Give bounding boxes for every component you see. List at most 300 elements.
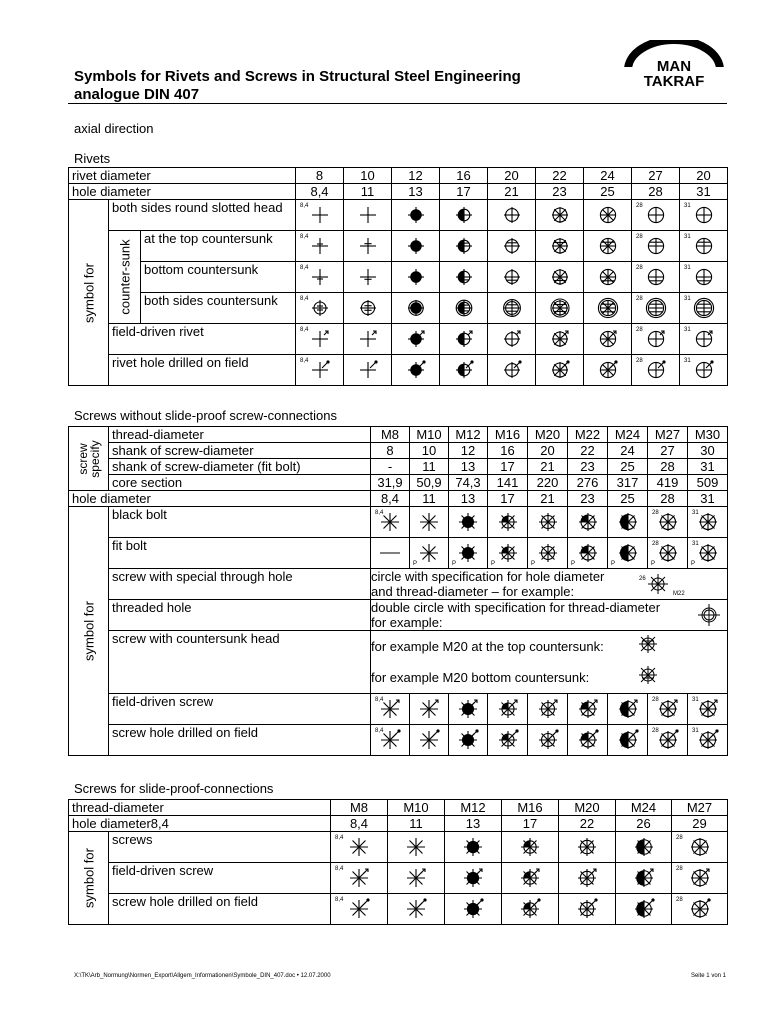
rivet-symbol-cell	[296, 293, 344, 324]
rivet-symbol-cell	[440, 262, 488, 293]
special-hole-label: screw with special through hole	[109, 569, 371, 600]
rivet-symbol-cell	[392, 200, 440, 231]
slide-symbol-cell	[502, 832, 559, 863]
symbol-icon	[354, 201, 382, 229]
rivet-symbol-cell	[296, 324, 344, 355]
threaded-hole-text-2: for example:	[371, 615, 443, 630]
small-size-label: 31	[692, 728, 699, 734]
slide-symbol-cell	[616, 894, 672, 925]
rivet-hole-cell: 11	[344, 184, 392, 200]
symbol-icon	[354, 232, 382, 260]
rivet-hole-cell: 23	[536, 184, 584, 200]
symbol-icon	[498, 232, 526, 260]
screw-symbol-cell	[410, 725, 449, 756]
rivets-diameter-row	[69, 168, 728, 184]
rivet-symbol-cell	[488, 293, 536, 324]
symbol-icon	[642, 201, 670, 229]
slide-thread-label: thread-diameter	[69, 800, 331, 816]
small-size-label: 31	[684, 203, 691, 209]
spec-cell: 28	[648, 459, 688, 475]
rivet-symbol-cell	[296, 200, 344, 231]
dash-icon	[376, 539, 404, 567]
symbol-icon	[690, 201, 718, 229]
slide-hole-cell: 22	[559, 816, 616, 832]
rivet-hole-cell: 25	[584, 184, 632, 200]
spec-cell: 30	[688, 443, 728, 459]
rivet-symbol-cell	[536, 324, 584, 355]
symbol-icon	[686, 895, 714, 923]
spec-cell: M24	[608, 427, 648, 443]
symbol-icon	[690, 232, 718, 260]
slide-proof-heading: Screws for slide-proof-connections	[74, 781, 274, 796]
screws-symbol-for-label: symbol for	[81, 601, 96, 661]
spec-cell: M30	[688, 427, 728, 443]
rivet-symbol-cell	[536, 262, 584, 293]
symbol-icon	[534, 508, 562, 536]
fit-mark: P	[571, 561, 576, 567]
spec-cell: 8	[371, 443, 410, 459]
rivet-symbol-cell	[680, 231, 728, 262]
screw-row	[69, 725, 728, 756]
footer-path: X:\TK\Arb_Normung\Normen_Export\Allgem_Informationen\Symbole_DIN_407.doc • 12.07.2000	[74, 973, 331, 979]
slide-hole-cell: 13	[445, 816, 502, 832]
slide-symbol-cell	[331, 894, 388, 925]
small-size-label: 8,4	[300, 203, 309, 209]
small-size-label: 8,4	[375, 697, 384, 703]
slide-row-label: screw hole drilled on field	[109, 894, 331, 925]
symbol-icon	[402, 895, 430, 923]
rivet-symbol-cell	[536, 200, 584, 231]
rivet-diameter-cell: 12	[392, 168, 440, 184]
fit-mark: P	[691, 561, 696, 567]
symbol-icon	[516, 833, 544, 861]
screw-hole-drilled-label: screw hole drilled on field	[109, 725, 371, 756]
screw-spec-row	[69, 443, 728, 459]
rivet-symbol-cell	[344, 293, 392, 324]
rivet-diameter-cell: 8	[296, 168, 344, 184]
rivet-symbol-cell	[680, 324, 728, 355]
symbol-icon	[534, 726, 562, 754]
screw-symbol-cell	[528, 725, 568, 756]
countersunk-screw-row	[69, 631, 728, 694]
rivet-symbol-cell	[488, 262, 536, 293]
screw-symbol-cell	[688, 538, 728, 569]
symbol-icon	[642, 232, 670, 260]
spec-label: thread-diameter	[109, 427, 371, 443]
slide-row-label: screws	[109, 832, 331, 863]
symbol-icon	[450, 232, 478, 260]
symbol-icon	[306, 325, 334, 353]
header-rule	[68, 103, 727, 104]
screw-hole-cell: 21	[528, 491, 568, 507]
rivet-symbol-cell	[488, 200, 536, 231]
small-size-label: 31	[692, 541, 699, 547]
symbol-icon	[450, 356, 478, 384]
screw-symbol-cell	[648, 725, 688, 756]
symbol-icon	[402, 833, 430, 861]
slide-proof-table	[68, 799, 728, 925]
small-size-label: 28	[636, 234, 643, 240]
symbol-icon	[686, 833, 714, 861]
screw-symbol-cell	[528, 538, 568, 569]
slide-symbol-cell	[388, 894, 445, 925]
screw-symbol-cell	[608, 507, 648, 538]
rivet-symbol-cell	[632, 293, 680, 324]
symbol-icon	[573, 864, 601, 892]
rivet-diameter-label: rivet diameter	[69, 168, 296, 184]
screw-symbol-cell	[371, 694, 410, 725]
rivet-symbol-cell	[440, 324, 488, 355]
small-size-label: 31	[684, 296, 691, 302]
symbol-icon	[454, 539, 482, 567]
fit-mark: P	[531, 561, 536, 567]
slide-thread-cell: M20	[559, 800, 616, 816]
small-size-label: 31	[692, 510, 699, 516]
symbol-icon	[574, 726, 602, 754]
rivet-symbol-cell	[440, 200, 488, 231]
special-example-hole-label: 26	[639, 576, 646, 582]
screw-hole-cell: 13	[449, 491, 488, 507]
spec-cell: 141	[488, 475, 528, 491]
title-line-1: Symbols for Rivets and Screws in Structural Steel Engineering	[74, 68, 521, 85]
logo-text-top: MAN	[656, 58, 692, 75]
rivet-symbol-cell	[344, 355, 392, 386]
small-size-label: 8,4	[300, 265, 309, 271]
rivet-diameter-cell: 16	[440, 168, 488, 184]
man-takraf-logo	[622, 40, 726, 92]
symbol-icon	[546, 232, 574, 260]
small-size-label: 8,4	[375, 728, 384, 734]
black-bolt-label: black bolt	[109, 507, 371, 538]
screw-specify-label: screw specify	[75, 439, 102, 478]
symbol-icon	[630, 864, 658, 892]
rivet-hole-cell: 28	[632, 184, 680, 200]
slide-hole-cell: 8,4	[331, 816, 388, 832]
small-size-label: 28	[636, 358, 643, 364]
screw-row	[69, 538, 728, 569]
symbol-icon	[516, 864, 544, 892]
symbol-icon	[345, 833, 373, 861]
slide-row-label: field-driven screw	[109, 863, 331, 894]
symbol-icon	[454, 726, 482, 754]
symbol-icon	[614, 539, 642, 567]
symbol-icon	[494, 508, 522, 536]
symbol-icon	[450, 294, 478, 322]
small-size-label: 31	[684, 358, 691, 364]
small-size-label: 31	[684, 327, 691, 333]
symbol-icon	[354, 263, 382, 291]
screw-hole-cell: 23	[568, 491, 608, 507]
rivet-symbol-cell	[344, 231, 392, 262]
screw-symbol-cell	[488, 507, 528, 538]
spec-cell: M16	[488, 427, 528, 443]
screw-symbol-cell	[688, 725, 728, 756]
small-size-label: 31	[692, 697, 699, 703]
spec-cell: 13	[449, 459, 488, 475]
screws-symbol-for-cell	[69, 507, 109, 756]
slide-symbol-cell	[445, 832, 502, 863]
symbol-icon	[498, 325, 526, 353]
symbol-icon	[459, 895, 487, 923]
screw-symbol-cell	[410, 507, 449, 538]
slide-thread-cell: M10	[388, 800, 445, 816]
symbol-icon	[306, 232, 334, 260]
fit-mark: P	[491, 561, 496, 567]
rivet-symbol-cell	[344, 200, 392, 231]
symbol-icon	[642, 294, 670, 322]
symbol-icon	[354, 325, 382, 353]
countersunk-screw-explanation	[371, 631, 728, 694]
symbol-icon	[498, 356, 526, 384]
screw-symbol-cell	[568, 725, 608, 756]
spec-cell: 11	[410, 459, 449, 475]
fit-mark: P	[651, 561, 656, 567]
rivet-symbol-cell	[584, 324, 632, 355]
screw-symbol-cell	[449, 507, 488, 538]
slide-row	[69, 894, 728, 925]
rivet-symbol-cell	[440, 231, 488, 262]
slide-symbol-cell	[559, 863, 616, 894]
slide-thread-cell: M8	[331, 800, 388, 816]
symbol-icon	[402, 232, 430, 260]
slide-thread-cell: M12	[445, 800, 502, 816]
rivets-symbol-for-label: symbol for	[81, 262, 96, 323]
spec-cell: 317	[608, 475, 648, 491]
threaded-hole-text-1: double circle with specification for thread-diameter	[371, 600, 661, 615]
screw-symbol-cell	[488, 694, 528, 725]
rivet-symbol-cell	[536, 355, 584, 386]
slide-hole-cell: 11	[388, 816, 445, 832]
fit-bolt-label: fit bolt	[109, 538, 371, 569]
small-size-label: 28	[636, 265, 643, 271]
rivet-symbol-cell	[632, 262, 680, 293]
rivet-symbol-cell	[632, 231, 680, 262]
rivets-hole-row	[69, 184, 728, 200]
symbol-icon	[450, 263, 478, 291]
countersunk-screw-label: screw with countersunk head	[109, 631, 371, 694]
spec-cell: 27	[648, 443, 688, 459]
spec-cell: 74,3	[449, 475, 488, 491]
small-size-label: 28	[676, 835, 683, 841]
symbol-icon	[594, 263, 622, 291]
rivet-row	[69, 324, 728, 355]
rivet-row-label: at the top countersunk	[141, 231, 296, 262]
small-size-label: 8,4	[300, 234, 309, 240]
small-size-label: 28	[652, 510, 659, 516]
slide-hole-label: hole diameter8,4	[69, 816, 331, 832]
slide-symbol-cell	[502, 863, 559, 894]
symbol-icon	[594, 356, 622, 384]
symbol-icon	[614, 508, 642, 536]
rivet-diameter-cell: 24	[584, 168, 632, 184]
spec-cell: M27	[648, 427, 688, 443]
spec-cell: 12	[449, 443, 488, 459]
slide-thread-cell: M24	[616, 800, 672, 816]
screw-symbol-cell	[449, 538, 488, 569]
slide-symbol-cell	[559, 894, 616, 925]
rivet-symbol-cell	[344, 262, 392, 293]
slide-symbol-cell	[388, 832, 445, 863]
slide-hole-row	[69, 816, 728, 832]
symbol-icon	[546, 325, 574, 353]
rivet-symbol-cell	[392, 262, 440, 293]
rivet-symbol-cell	[632, 355, 680, 386]
threaded-hole-row	[69, 600, 728, 631]
small-size-label: 28	[636, 296, 643, 302]
special-hole-text-2: and thread-diameter – for example:	[371, 584, 575, 599]
screw-symbol-cell	[371, 725, 410, 756]
small-size-label: 8,4	[300, 296, 309, 302]
symbol-icon	[690, 263, 718, 291]
symbol-icon	[415, 539, 443, 567]
symbol-icon	[534, 695, 562, 723]
fit-mark: P	[413, 561, 418, 567]
screw-hole-row	[69, 491, 728, 507]
symbol-icon	[494, 539, 522, 567]
slide-symbol-for-cell	[69, 832, 109, 925]
symbol-icon	[450, 201, 478, 229]
spec-cell: -	[371, 459, 410, 475]
axial-direction-label: axial direction	[74, 121, 154, 136]
slide-symbol-cell	[616, 863, 672, 894]
symbol-icon	[306, 356, 334, 384]
symbol-icon	[642, 356, 670, 384]
small-size-label: 28	[652, 728, 659, 734]
screw-symbol-cell	[568, 538, 608, 569]
spec-cell: 509	[688, 475, 728, 491]
rivet-hole-cell: 21	[488, 184, 536, 200]
spec-cell: 31,9	[371, 475, 410, 491]
symbol-icon	[498, 201, 526, 229]
screw-symbol-cell	[648, 694, 688, 725]
rivet-row-label: rivet hole drilled on field	[109, 355, 296, 386]
symbol-icon	[594, 294, 622, 322]
screw-symbol-cell	[648, 507, 688, 538]
rivet-symbol-cell	[584, 200, 632, 231]
small-size-label: 31	[684, 234, 691, 240]
rivet-symbol-cell	[680, 262, 728, 293]
symbol-icon	[459, 833, 487, 861]
small-size-label: 28	[652, 541, 659, 547]
rivet-symbol-cell	[392, 355, 440, 386]
symbol-icon	[354, 356, 382, 384]
small-size-label: 28	[676, 897, 683, 903]
small-size-label: 8,4	[335, 866, 344, 872]
symbol-icon	[574, 695, 602, 723]
spec-cell: M22	[568, 427, 608, 443]
rivet-symbol-cell	[680, 200, 728, 231]
rivet-diameter-cell: 10	[344, 168, 392, 184]
screw-symbol-cell	[568, 507, 608, 538]
rivet-row	[69, 355, 728, 386]
symbol-icon	[459, 864, 487, 892]
spec-cell: M8	[371, 427, 410, 443]
slide-thread-row	[69, 800, 728, 816]
spec-label: shank of screw-diameter	[109, 443, 371, 459]
spec-cell: 10	[410, 443, 449, 459]
rivet-symbol-cell	[296, 231, 344, 262]
symbol-icon	[630, 833, 658, 861]
rivet-symbol-cell	[440, 293, 488, 324]
rivet-hole-cell: 31	[680, 184, 728, 200]
symbol-icon	[614, 726, 642, 754]
screw-row	[69, 507, 728, 538]
screws-table	[68, 426, 728, 756]
symbol-icon	[546, 201, 574, 229]
symbol-icon	[306, 263, 334, 291]
small-size-label: 8,4	[335, 835, 344, 841]
countersunk-bottom-example-icon	[637, 664, 659, 686]
slide-symbol-cell	[445, 863, 502, 894]
symbol-icon	[402, 294, 430, 322]
screw-spec-row	[69, 459, 728, 475]
rivet-symbol-cell	[680, 293, 728, 324]
screw-row	[69, 694, 728, 725]
slide-symbol-cell	[388, 863, 445, 894]
rivets-table	[68, 167, 728, 386]
symbol-icon	[574, 539, 602, 567]
screw-symbol-cell	[410, 538, 449, 569]
symbol-icon	[454, 508, 482, 536]
title-line-2: analogue DIN 407	[74, 86, 200, 103]
small-size-label: 8,4	[300, 327, 309, 333]
symbol-icon	[498, 294, 526, 322]
symbol-icon	[494, 726, 522, 754]
symbol-icon	[494, 695, 522, 723]
screw-symbol-cell	[608, 725, 648, 756]
symbol-icon	[402, 201, 430, 229]
rivet-symbol-cell	[632, 200, 680, 231]
symbol-icon	[573, 895, 601, 923]
rivet-symbol-cell	[536, 293, 584, 324]
slide-symbol-cell	[331, 863, 388, 894]
rivet-symbol-cell	[584, 355, 632, 386]
small-size-label: 8,4	[335, 897, 344, 903]
symbol-icon	[516, 895, 544, 923]
symbol-icon	[454, 695, 482, 723]
symbol-icon	[402, 263, 430, 291]
symbol-icon	[415, 508, 443, 536]
symbol-icon	[614, 695, 642, 723]
rivet-symbol-cell	[392, 231, 440, 262]
symbol-icon	[630, 895, 658, 923]
screw-symbol-cell	[528, 694, 568, 725]
slide-symbol-cell	[672, 832, 728, 863]
slide-symbol-cell	[559, 832, 616, 863]
symbol-icon	[546, 263, 574, 291]
spec-cell: 16	[488, 443, 528, 459]
slide-symbol-cell	[331, 832, 388, 863]
rivet-symbol-cell	[488, 231, 536, 262]
screw-symbol-cell	[608, 538, 648, 569]
counter-sunk-cell	[109, 231, 141, 324]
rivet-symbol-cell	[488, 355, 536, 386]
rivet-hole-cell: 13	[392, 184, 440, 200]
symbol-icon	[594, 232, 622, 260]
rivet-symbol-cell	[392, 293, 440, 324]
rivet-symbol-cell	[584, 262, 632, 293]
screw-hole-cell: 31	[688, 491, 728, 507]
small-size-label: 28	[676, 866, 683, 872]
small-size-label: 28	[636, 203, 643, 209]
special-hole-example-icon	[646, 572, 670, 596]
spec-cell: 25	[608, 459, 648, 475]
symbol-icon	[354, 294, 382, 322]
spec-cell: 20	[528, 443, 568, 459]
small-size-label: 28	[652, 697, 659, 703]
rivet-symbol-cell	[488, 324, 536, 355]
screw-symbol-cell	[449, 694, 488, 725]
